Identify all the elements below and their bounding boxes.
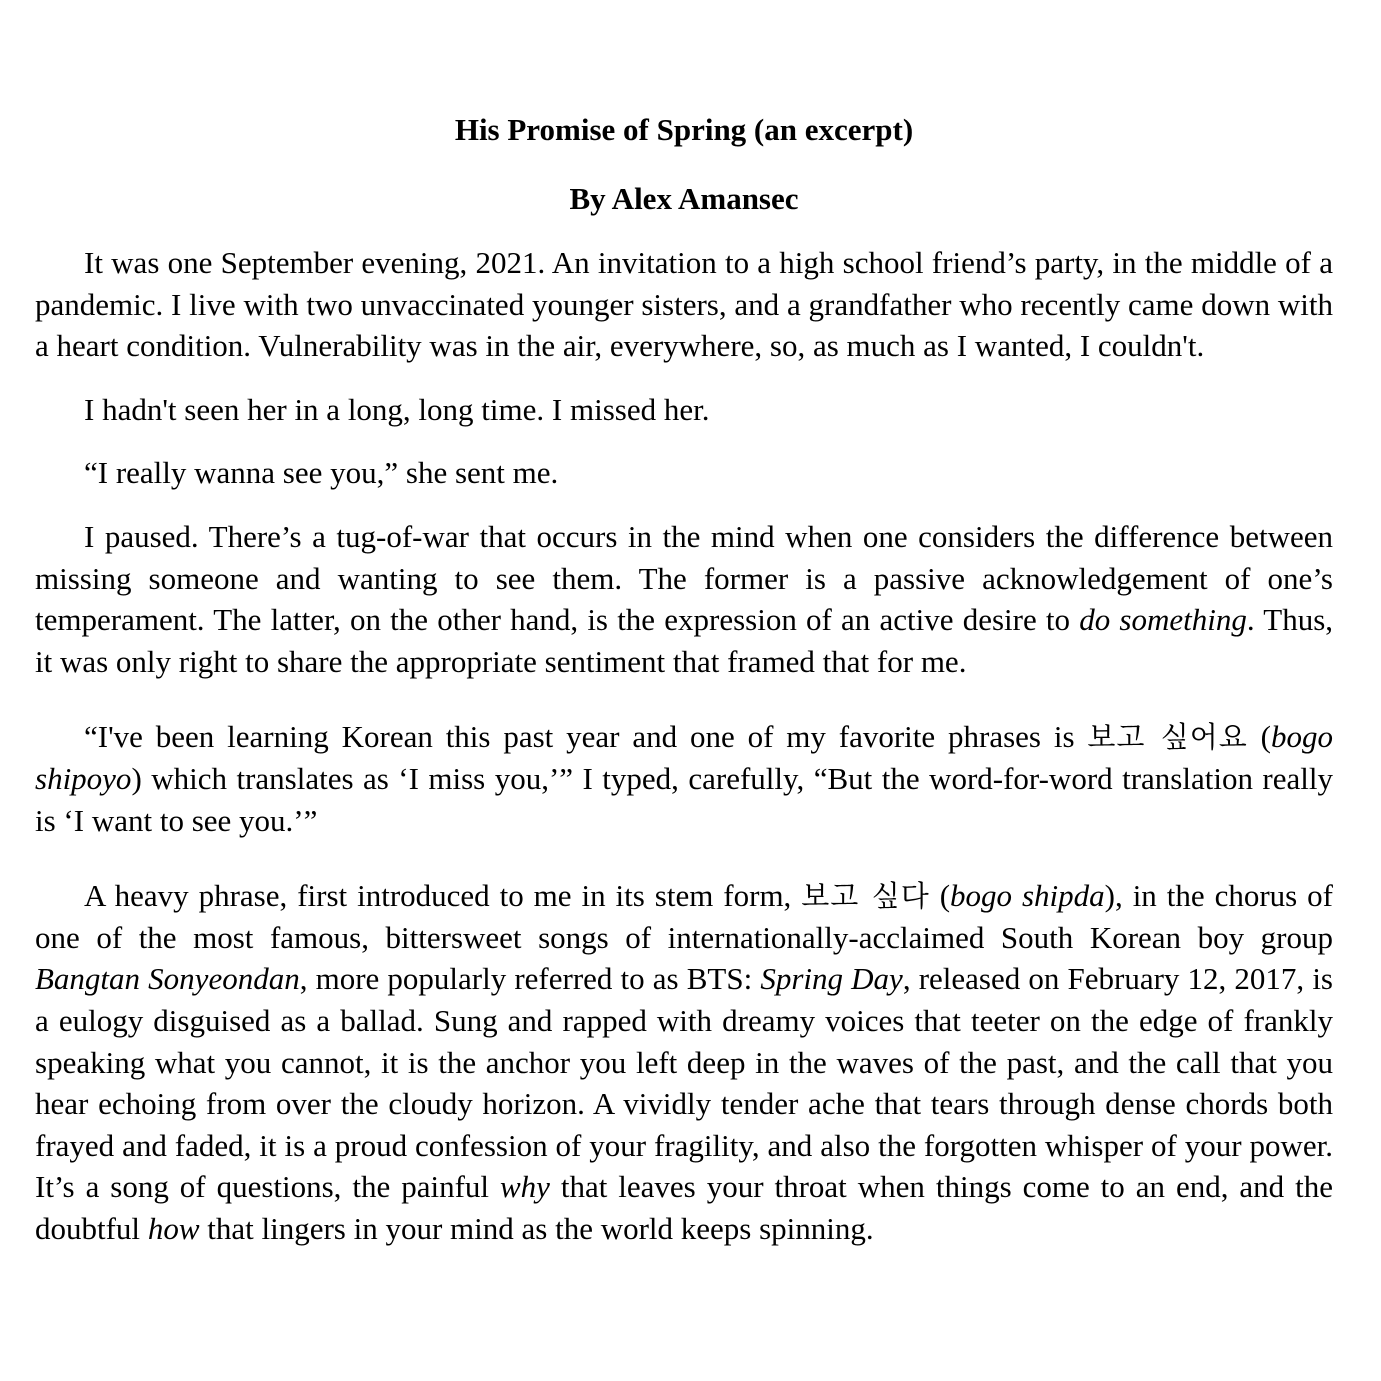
paragraph-6 [35, 875, 1333, 1249]
paragraph-text: that lingers in your mind as the world keeps spinning. [199, 1210, 874, 1246]
paragraph-text: , released on February 12, 2017, is a eulogy disguised as a ballad. Sung and rapped with dreamy voices that teeter on the edge of frankly speaking what you cannot, it is the anchor you left deep in the waves of the past, and the call that you hear echoing from over the cloudy horizon. A vividly tender ache that tears through dense chords both frayed and faded, it is a proud confession of your fragility, and also the forgotten whisper of your power. It’s a song of questions, the painful [35, 961, 1333, 1205]
emphasis-text: why [499, 1169, 550, 1205]
document-byline: By Alex Amansec [569, 181, 799, 216]
paragraph-text: . Thus, it was only right to share the appropriate sentiment that framed that for me. [35, 602, 1334, 679]
paragraph-4 [35, 516, 1333, 682]
paragraph-text: , more popularly referred to as BTS: [299, 961, 761, 997]
paragraph-text: It was one September evening, 2021. An invitation to a high school friend’s party, in the middle of a pandemic. I live with two unvaccinated younger sisters, and a grandfather who recently came down with a heart condition. Vulnerability was in the air, everywhere, so, as much as I wanted, I couldn't. [35, 245, 1333, 364]
paragraph-text: I paused. There’s a tug-of-war that occurs in the mind when one considers the difference between missing someone and wanting to see them. The former is a passive acknowledgement of one’s temperament. The latter, on the other hand, is the expression of an active desire to [35, 518, 1333, 638]
paragraph-text: ) which translates as ‘I miss you,’” I typed, carefully, “But the word-for-word translation really is ‘I want to see you.’” [35, 760, 1333, 838]
paragraph-text: A heavy phrase, first introduced to me in its stem form, [84, 878, 802, 914]
paragraph-text: ( [929, 878, 951, 914]
paragraph-text: ), in the chorus of one of the most famous, bittersweet songs of internationally-acclaimed South Korean boy group [35, 878, 1334, 955]
emphasis-text: do something [1079, 602, 1247, 638]
paragraph-text: ( [1247, 719, 1271, 755]
paragraph-3 [35, 452, 1333, 494]
paragraph-text: “I really wanna see you,” she sent me. [84, 455, 559, 491]
paragraph-text: “I've been learning Korean this past year and one of my favorite phrases is [84, 719, 1088, 755]
paragraph-1 [35, 242, 1333, 367]
paragraph-text: I hadn't seen her in a long, long time. I missed her. [84, 391, 710, 427]
korean-phrase: 보고 싶어요 [1087, 720, 1248, 755]
korean-phrase: 보고 싶다 [801, 879, 930, 914]
romanization-text: bogo shipoyo [35, 719, 1333, 796]
paragraph-5 [35, 716, 1333, 841]
emphasis-text: how [147, 1210, 200, 1246]
paragraph-text: that leaves your throat when things come to an end, and the doubtful [35, 1169, 1333, 1246]
document-title: His Promise of Spring (an excerpt) [454, 112, 914, 147]
paragraph-2 [35, 389, 1333, 431]
group-name-text: Bangtan Sonyeondan [35, 961, 300, 997]
document-page [35, 109, 1333, 1271]
romanization-text: bogo shipda [950, 878, 1105, 914]
song-title-text: Spring Day [760, 961, 903, 997]
